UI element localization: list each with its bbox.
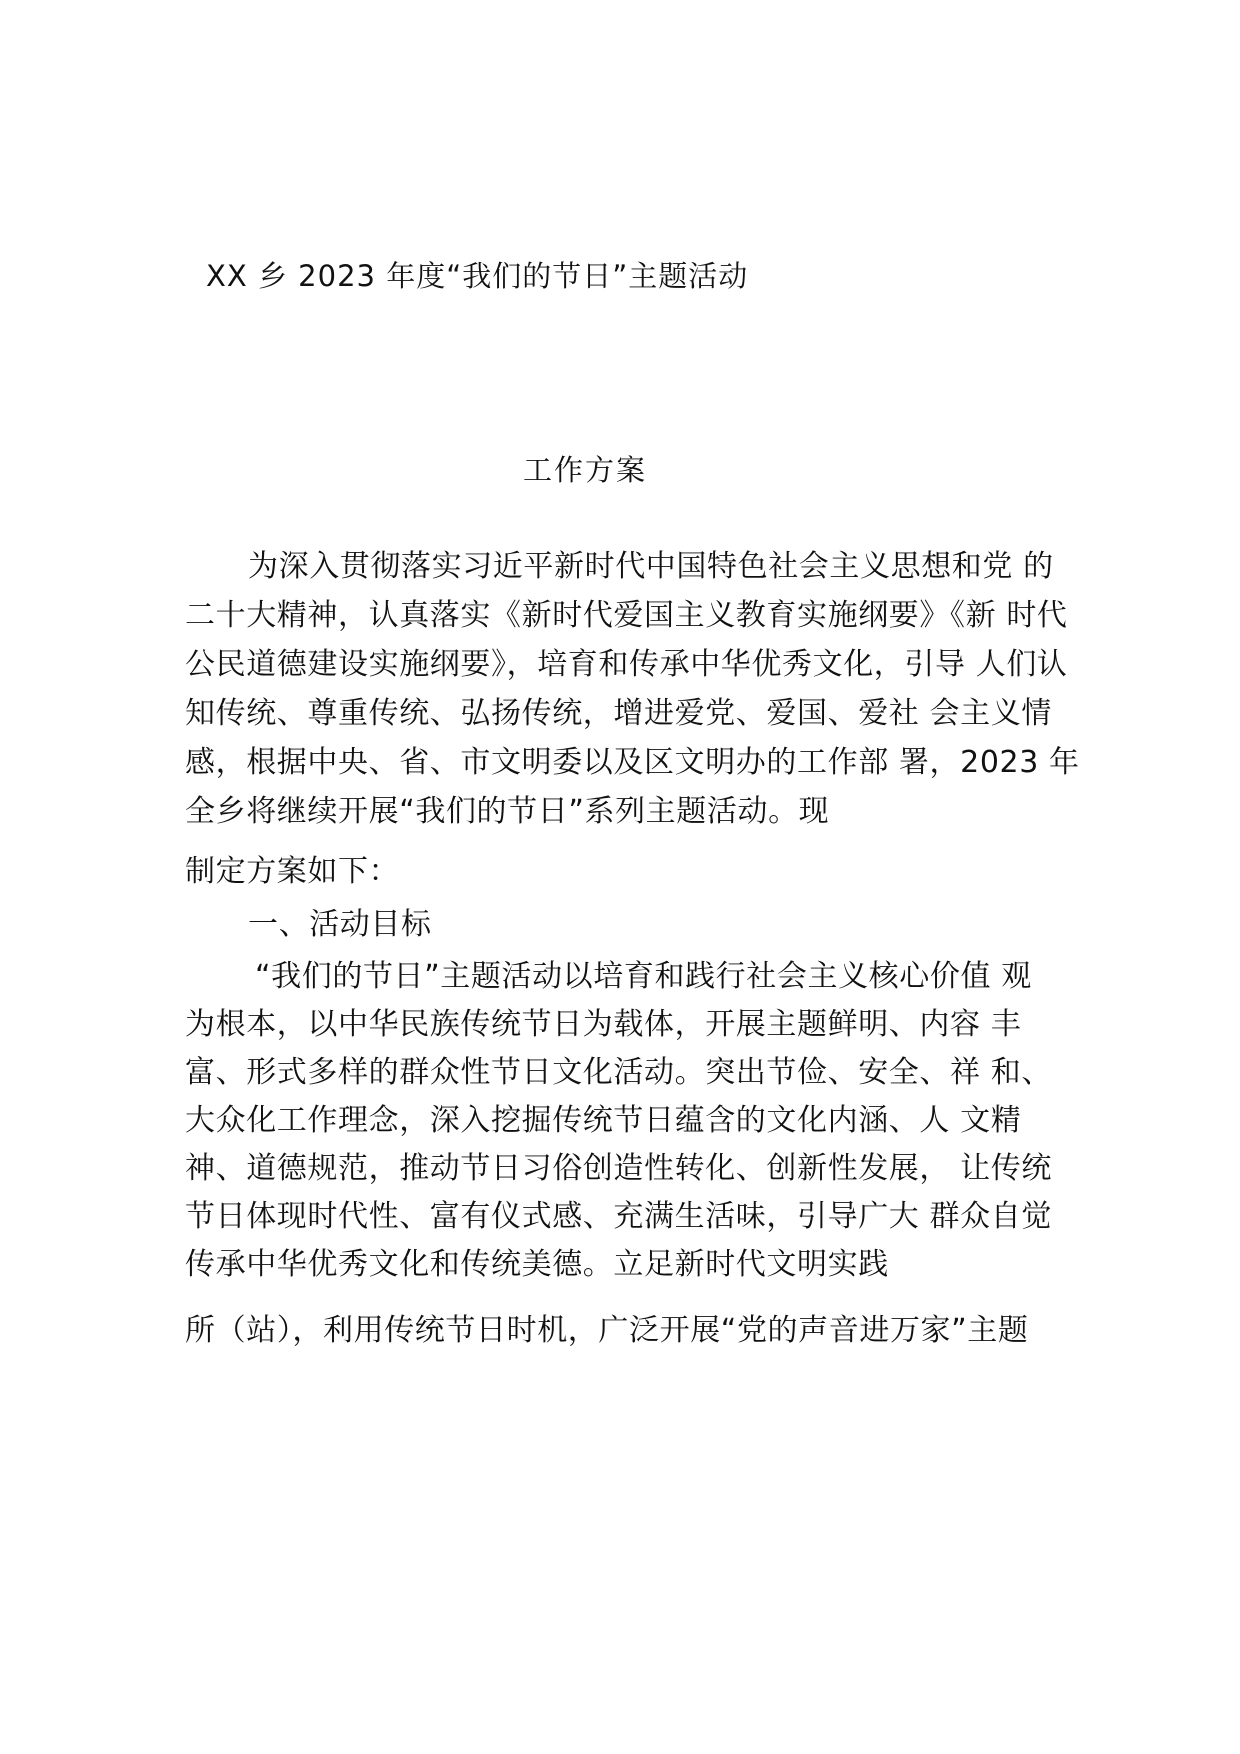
paragraph-line: 所（站），利用传统节日时机，广泛开展“党的声音进万家”主题 (185, 1313, 1029, 1348)
document-subtitle: 工作方案 (522, 453, 647, 487)
section-heading: 一、活动目标 (248, 907, 432, 942)
paragraph-line: 为根本，以中华民族传统节日为载体，开展主题鲜明、内容 丰 (185, 1007, 1022, 1042)
paragraph-line: 公民道德建设实施纲要》，培育和传承中华优秀文化，引导 人们认 (185, 647, 1068, 682)
paragraph-line: 神、道德规范，推动节日习俗创造性转化、创新性发展， 让传统 (185, 1151, 1052, 1186)
paragraph-line: 为深入贯彻落实习近平新时代中国特色社会主义思想和党 的 (248, 549, 1054, 584)
paragraph-line: 制定方案如下： (185, 854, 400, 889)
paragraph-line: 知传统、尊重传统、弘扬传统，增进爱党、爱国、爱社 会主义情 (185, 696, 1052, 731)
paragraph-line: 感，根据中央、省、市文明委以及区文明办的工作部 署，2023 年 (185, 745, 1080, 780)
paragraph-line: 大众化工作理念，深入挖掘传统节日蕴含的文化内涵、人 文精 (185, 1103, 1022, 1138)
paragraph-line: 全乡将继续开展“我们的节日”系列主题活动。现 (185, 794, 830, 829)
paragraph-line: “我们的节日”主题活动以培育和践行社会主义核心价值 观 (255, 959, 1032, 994)
paragraph-line: 传承中华优秀文化和传统美德。立足新时代文明实践 (185, 1247, 889, 1282)
paragraph-line: 富、形式多样的群众性节日文化活动。突出节俭、安全、祥 和、 (185, 1055, 1052, 1090)
paragraph-line: 节日体现时代性、富有仪式感、充满生活味，引导广大 群众自觉 (185, 1199, 1052, 1234)
document-title: XX 乡 2023 年度“我们的节日”主题活动 (206, 259, 749, 293)
paragraph-line: 二十大精神，认真落实《新时代爱国主义教育实施纲要》《新 时代 (185, 598, 1068, 633)
